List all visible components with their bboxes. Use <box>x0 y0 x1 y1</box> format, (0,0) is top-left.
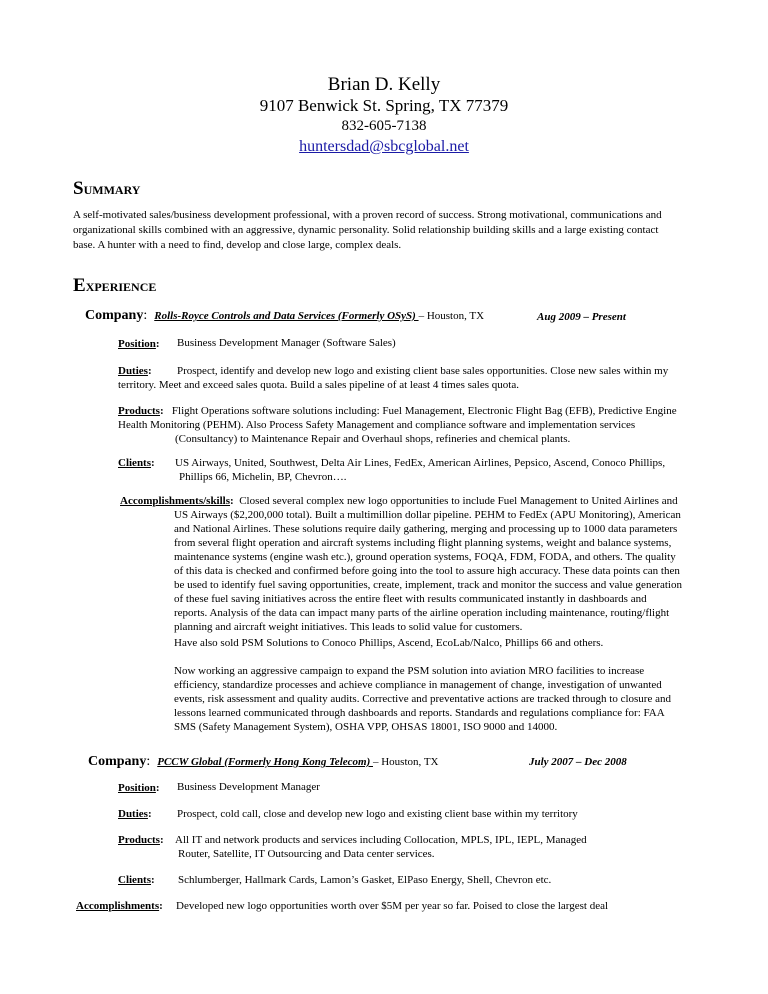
job2-duties-value: Prospect, cold call, close and develop new logo and existing client base within my territory <box>177 808 578 820</box>
job2-products-value: All IT and network products and services including Collocation, MPLS, IPL, IEPL, Managed Router, Satellite, IT Outsourcing and Data center services. <box>175 834 587 860</box>
job2-company-line: Company: PCCW Global (Formerly Hong Kong Telecom) – Houston, TX <box>88 754 439 769</box>
address: 9107 Benwick St. Spring, TX 77379 <box>259 96 509 115</box>
job1-position: Position: <box>118 338 160 350</box>
resume-name: Brian D. Kelly <box>327 74 441 95</box>
job1-duties: Duties: <box>118 365 152 377</box>
job1-products: Products: Flight Operations software solutions including: Fuel Management, Electronic Flight Bag (EFB), Predictive Engine <box>118 405 677 417</box>
experience-heading: EXPERIENCE <box>73 275 157 296</box>
job2-clients: Clients: <box>118 874 155 886</box>
job1-clients-line-2: Phillips 66, Michelin, BP, Chevron…. <box>179 471 347 483</box>
job1-duties-line-1: Prospect, identify and develop new logo and existing client base sales opportunities. Close new sales within my <box>177 365 669 377</box>
job1-accomplishments: Accomplishments/skills: Closed several complex new logo opportunities to include Fuel Management to United Airlines and <box>120 495 678 507</box>
email-link[interactable]: huntersdad@sbcglobal.net <box>299 138 469 155</box>
job1-clients: Clients: <box>118 457 155 469</box>
job1-campaign: Now working an aggressive campaign to expand the PSM solution into aviation MRO facilities to increase efficiency, standardize processes and achieve compliance in management of change, investigation of unwanted events, risk assessment and quality audits. Corrective and preventative actions are tracked through to closure and lessons learned communicated through dashboards and reports. Standards and regulations compliance for: FAA SMS (Safety Management System), OSHA VPP, OHSAS 18001, ISO 9000 and 14000. <box>174 665 671 733</box>
summary-heading: SUMMARY <box>73 178 141 199</box>
job2-dates: July 2007 – Dec 2008 <box>529 756 627 768</box>
job1-accomplishments-body: US Airways ($2,200,000 total). Built a multimillion dollar pipeline. PEHM to FedEx (APU Monitoring), American and National Airlines. These solutions require daily gathering, merging and processing up to 1000 data parameters from several flight operation and aircraft systems including flight planning systems, weight and balance systems, maintenance systems (engine wash etc.), ground operation systems, FOQA, FDM, FODA, and others. The quality of this data is checked and confirmed before going into the tool to assure high accuracy. These data points can then be used to identify fuel saving opportunities, create, implement, track and monitor the success and value generation of these fuel saving initiatives across the entire fleet with results communicated instantly in dashboards and reports. Analysis of the data can impact many parts of the airline operation including maintenance, routing/flight planning and aircraft weight initiatives. This leads to solid value for customers. <box>174 509 682 633</box>
job2-position: Position: <box>118 782 160 794</box>
job2-duties: Duties: <box>118 808 152 820</box>
job2-products: Products: <box>118 834 164 846</box>
job1-products-line-3: (Consultancy) to Maintenance Repair and Overhaul shops, refineries and chemical plants. <box>175 433 571 445</box>
job2-position-value: Business Development Manager <box>177 781 320 793</box>
job1-duties-line-2: territory. Meet and exceed sales quota. Build a sales pipeline of at least 4 times sales quota. <box>118 379 519 391</box>
job2-accomplishments: Accomplishments: <box>76 900 163 912</box>
job2-accomplishments-value: Developed new logo opportunities worth over $5M per year so far. Poised to close the largest deal <box>176 900 609 912</box>
job2-clients-value: Schlumberger, Hallmark Cards, Lamon’s Gasket, ElPaso Energy, Shell, Chevron etc. <box>178 874 552 886</box>
job1-dates: Aug 2009 – Present <box>537 311 626 323</box>
job1-position-value: Business Development Manager (Software Sales) <box>177 337 396 349</box>
job1-psm-line: Have also sold PSM Solutions to Conoco Phillips, Ascend, EcoLab/Nalco, Phillips 66 and others. <box>174 637 604 649</box>
job1-clients-line-1: US Airways, United, Southwest, Delta Air Lines, FedEx, American Airlines, Pepsico, Ascend, Conoco Phillips, <box>175 457 666 469</box>
job1-products-line-2: Health Monitoring (PEHM). Also Process Safety Management and compliance software and implementation services <box>118 419 636 431</box>
summary-text: A self-motivated sales/business development professional, with a proven record of success. Strong motivational, communications and organizational skills combined with an aggressive, dynamic personality. Solid relationship building skills and a large existing contact base. A hunter with a need to find, develop and close large, complex deals. <box>73 209 662 251</box>
phone-number: 832-605-7138 <box>341 118 427 134</box>
job1-company-line: Company: Rolls-Royce Controls and Data Services (Formerly OSyS) – Houston, TX <box>85 308 485 323</box>
